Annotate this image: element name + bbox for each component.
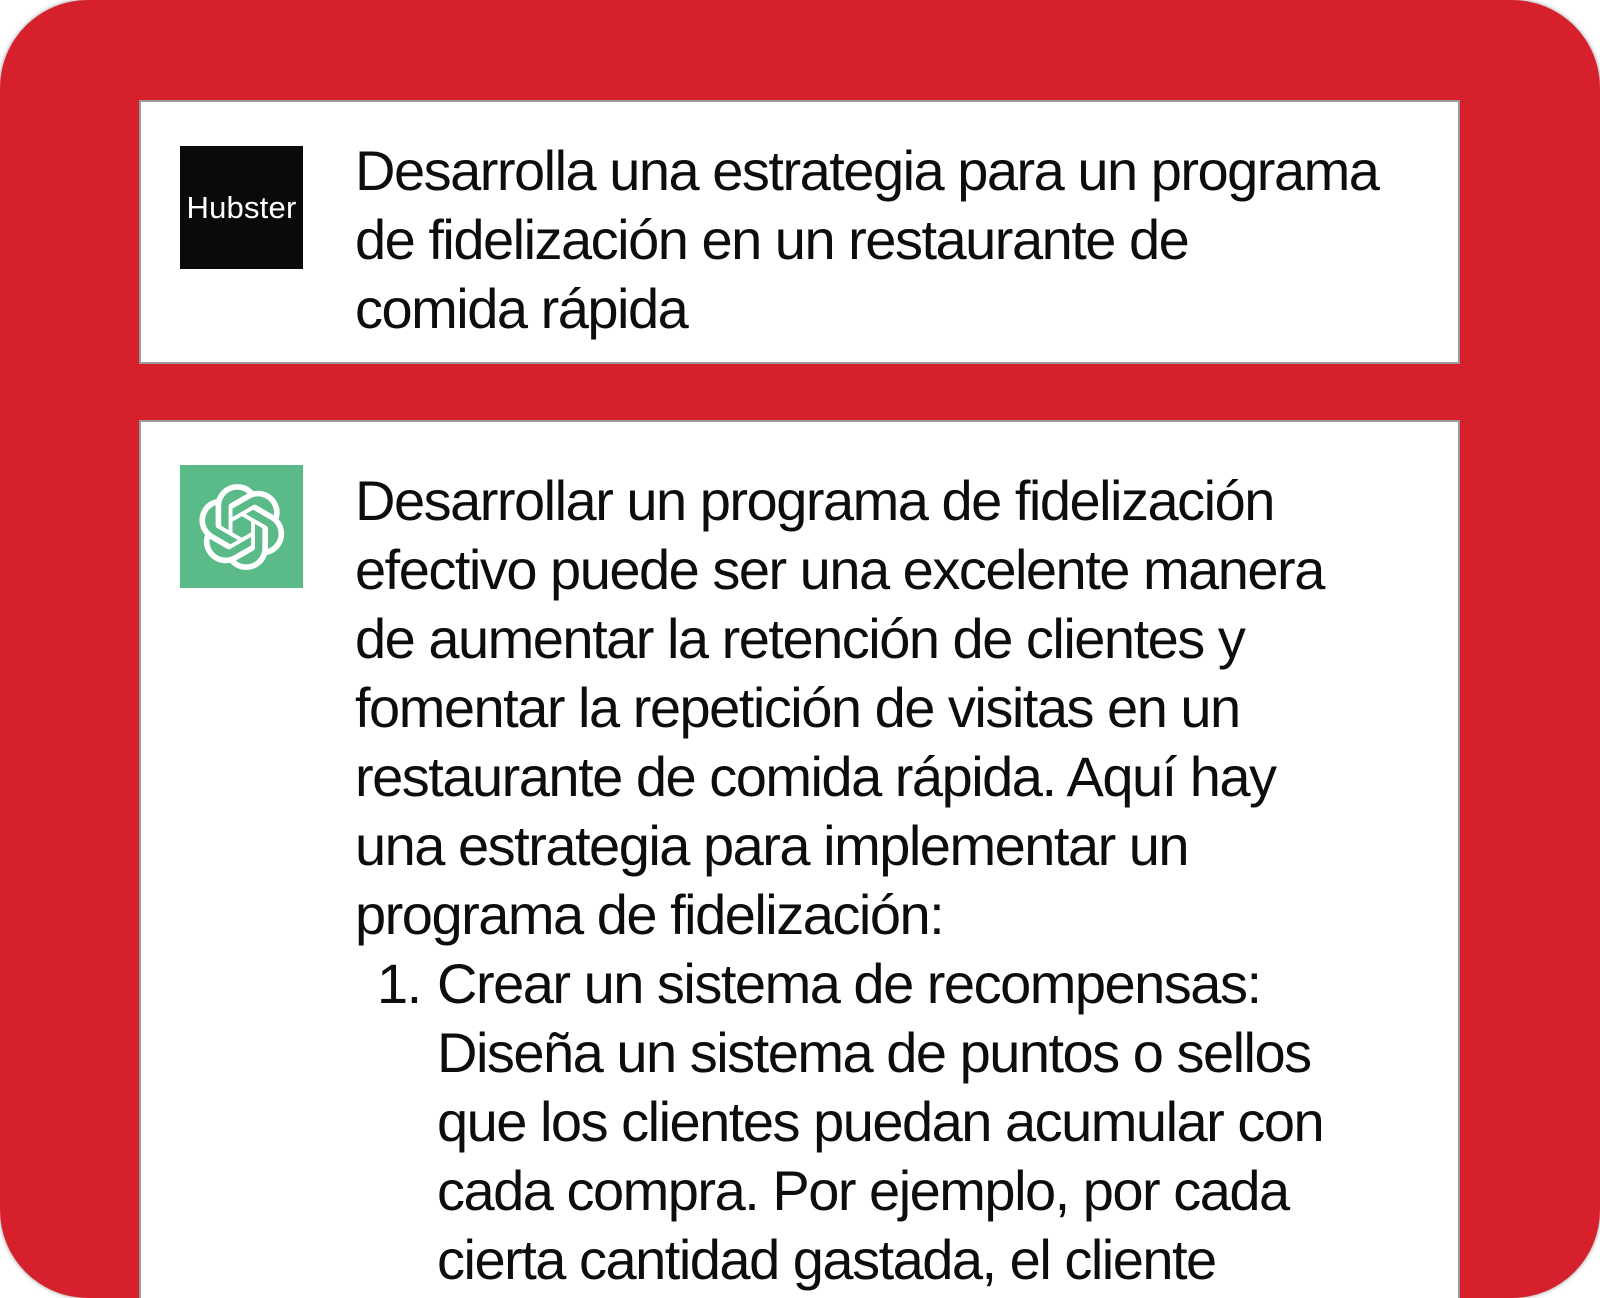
list-item-text (437, 949, 1324, 1294)
list-line: cada compra. Por ejemplo, por cada (437, 1159, 1289, 1222)
hubster-logo (180, 146, 303, 269)
response-line: programa de fidelización: (355, 883, 944, 946)
openai-icon (198, 483, 286, 571)
list-line: Diseña un sistema de puntos o sellos (437, 1021, 1311, 1084)
response-text (355, 466, 1324, 1294)
list-item-1 (355, 949, 1324, 1294)
question-text (355, 136, 1378, 343)
question-line: de fidelización en un restaurante de (355, 208, 1189, 271)
response-line: una estrategia para implementar un (355, 814, 1189, 877)
response-line: fomentar la repetición de visitas en un (355, 676, 1240, 739)
question-card (139, 100, 1460, 364)
response-line: restaurante de comida rápida. Aquí hay (355, 745, 1276, 808)
chatgpt-logo (180, 465, 303, 588)
response-line: de aumentar la retención de clientes y (355, 607, 1245, 670)
list-marker: 1. (377, 952, 421, 1015)
question-line: Desarrolla una estrategia para un programa (355, 139, 1379, 202)
response-card (139, 420, 1460, 1298)
hubster-logo-label: Hubster (186, 189, 297, 225)
question-line: comida rápida (355, 277, 688, 340)
list-line: cierta cantidad gastada, el cliente (437, 1228, 1216, 1291)
response-line: Desarrollar un programa de fidelización (355, 469, 1274, 532)
list-line: que los clientes puedan acumular con (437, 1090, 1324, 1153)
list-line: Crear un sistema de recompensas: (437, 952, 1261, 1015)
response-line: efectivo puede ser una excelente manera (355, 538, 1324, 601)
